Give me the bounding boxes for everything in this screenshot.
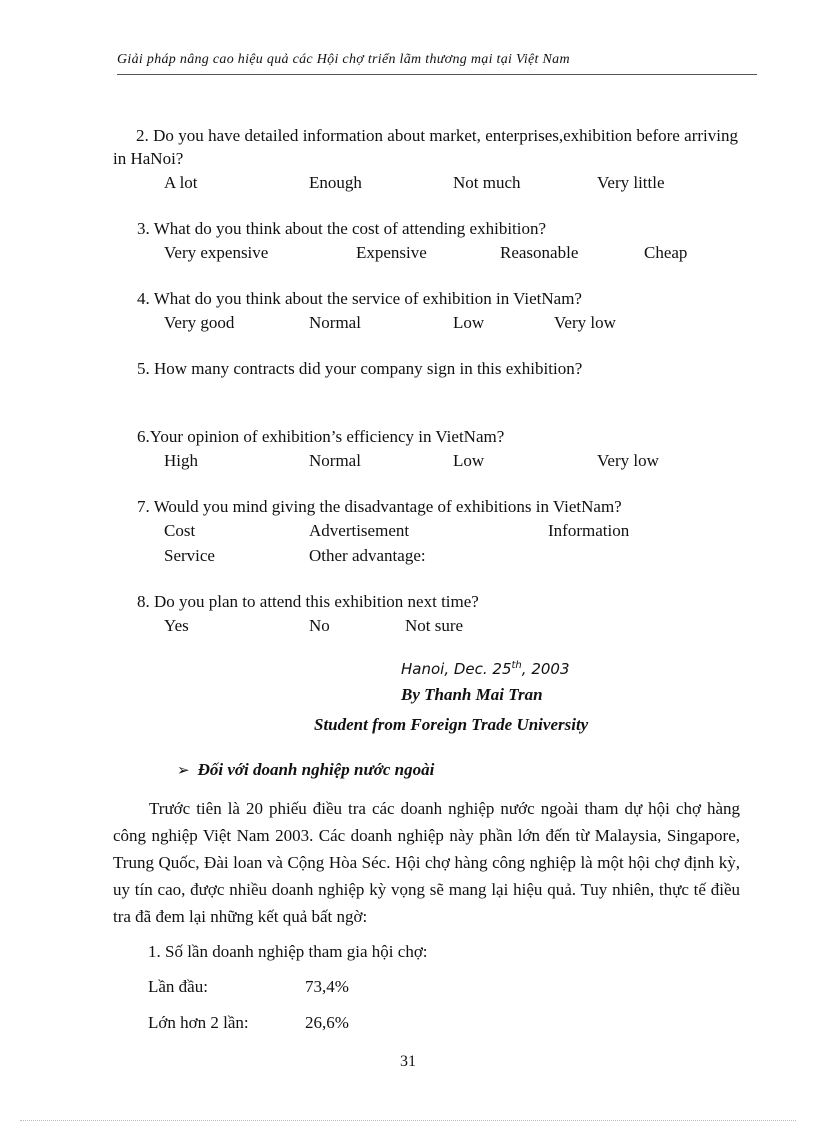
q2-option-a-lot[interactable]: A lot	[164, 173, 198, 192]
q3-option-cheap[interactable]: Cheap	[644, 243, 688, 262]
page-bottom-divider	[20, 1120, 796, 1121]
page-header: Giải pháp nâng cao hiệu quả các Hội chợ triển lãm thương mại tại Việt Nam	[117, 52, 757, 75]
q7-option-cost[interactable]: Cost	[164, 521, 196, 540]
q4-option-very-good[interactable]: Very good	[164, 313, 235, 332]
q4-option-very-low[interactable]: Very low	[554, 313, 616, 332]
signature-author: By Thanh Mai Tran	[401, 685, 543, 704]
q8-option-no[interactable]: No	[309, 616, 330, 635]
question-5: 5. How many contracts did your company sign in this exhibition?	[137, 359, 583, 378]
q7-option-information[interactable]: Information	[548, 521, 630, 540]
q6-option-high[interactable]: High	[164, 451, 198, 470]
q2-option-not-much[interactable]: Not much	[453, 173, 521, 192]
signature-date: Hanoi, Dec. 25th, 2003	[401, 660, 570, 678]
q7-option-service[interactable]: Service	[164, 546, 215, 565]
q4-option-normal[interactable]: Normal	[309, 313, 361, 332]
q2-option-enough[interactable]: Enough	[309, 173, 362, 192]
q4-option-low[interactable]: Low	[453, 313, 485, 332]
stat-label-first-time: Lần đầu:	[148, 977, 208, 996]
question-4: 4. What do you think about the service of exhibition in VietNam?	[137, 289, 582, 308]
signature-affiliation: Student from Foreign Trade University	[314, 715, 589, 734]
question-8: 8. Do you plan to attend this exhibition next time?	[137, 592, 479, 611]
question-6: 6.Your opinion of exhibition’s efficiency in VietNam?	[137, 427, 505, 446]
q2-option-very-little[interactable]: Very little	[597, 173, 665, 192]
q3-option-reasonable[interactable]: Reasonable	[500, 243, 579, 262]
arrowhead-bullet-icon: ➢	[177, 761, 190, 779]
q7-option-advertisement[interactable]: Advertisement	[309, 521, 410, 540]
q6-option-normal[interactable]: Normal	[309, 451, 361, 470]
question-2: 2. Do you have detailed information about market, enterprises,exhibition before arriving in HaNoi?	[113, 126, 738, 168]
stat-value-more-than-2: 26,6%	[305, 1013, 349, 1032]
question-3: 3. What do you think about the cost of attending exhibition?	[137, 219, 547, 238]
q8-option-yes[interactable]: Yes	[164, 616, 189, 635]
question-7: 7. Would you mind giving the disadvantage of exhibitions in VietNam?	[137, 497, 622, 516]
stat-label-more-than-2: Lớn hơn 2 lần:	[148, 1013, 249, 1032]
q6-option-low[interactable]: Low	[453, 451, 485, 470]
q6-option-very-low[interactable]: Very low	[597, 451, 659, 470]
stat-value-first-time: 73,4%	[305, 977, 349, 996]
q7-option-other[interactable]: Other advantage:	[309, 546, 426, 565]
q8-option-not-sure[interactable]: Not sure	[405, 616, 464, 635]
list-item-1: 1. Số lần doanh nghiệp tham gia hội chợ:	[148, 942, 428, 961]
q3-option-expensive[interactable]: Expensive	[356, 243, 427, 262]
section-heading: ➢ Đối với doanh nghiệp nước ngoài	[177, 760, 435, 779]
page-number: 31	[400, 1053, 416, 1070]
section-paragraph: Trước tiên là 20 phiếu điều tra các doanh nghiệp nước ngoài tham dự hội chợ hàng công nghiệp Việt Nam 2003. Các doanh nghiệp này phần lớn đến từ Malaysia, Singapore, Trung Quốc, Đài loan và Cộng Hòa Séc. Hội chợ hàng công nghiệp là một hội chợ định kỳ, uy tín cao, được nhiều doanh nghiệp kỳ vọng sẽ mang lại hiệu quả. Tuy nhiên, thực tế điều tra đã đem lại những kết quả bất ngờ:	[113, 799, 740, 926]
q3-option-very-expensive[interactable]: Very expensive	[164, 243, 269, 262]
